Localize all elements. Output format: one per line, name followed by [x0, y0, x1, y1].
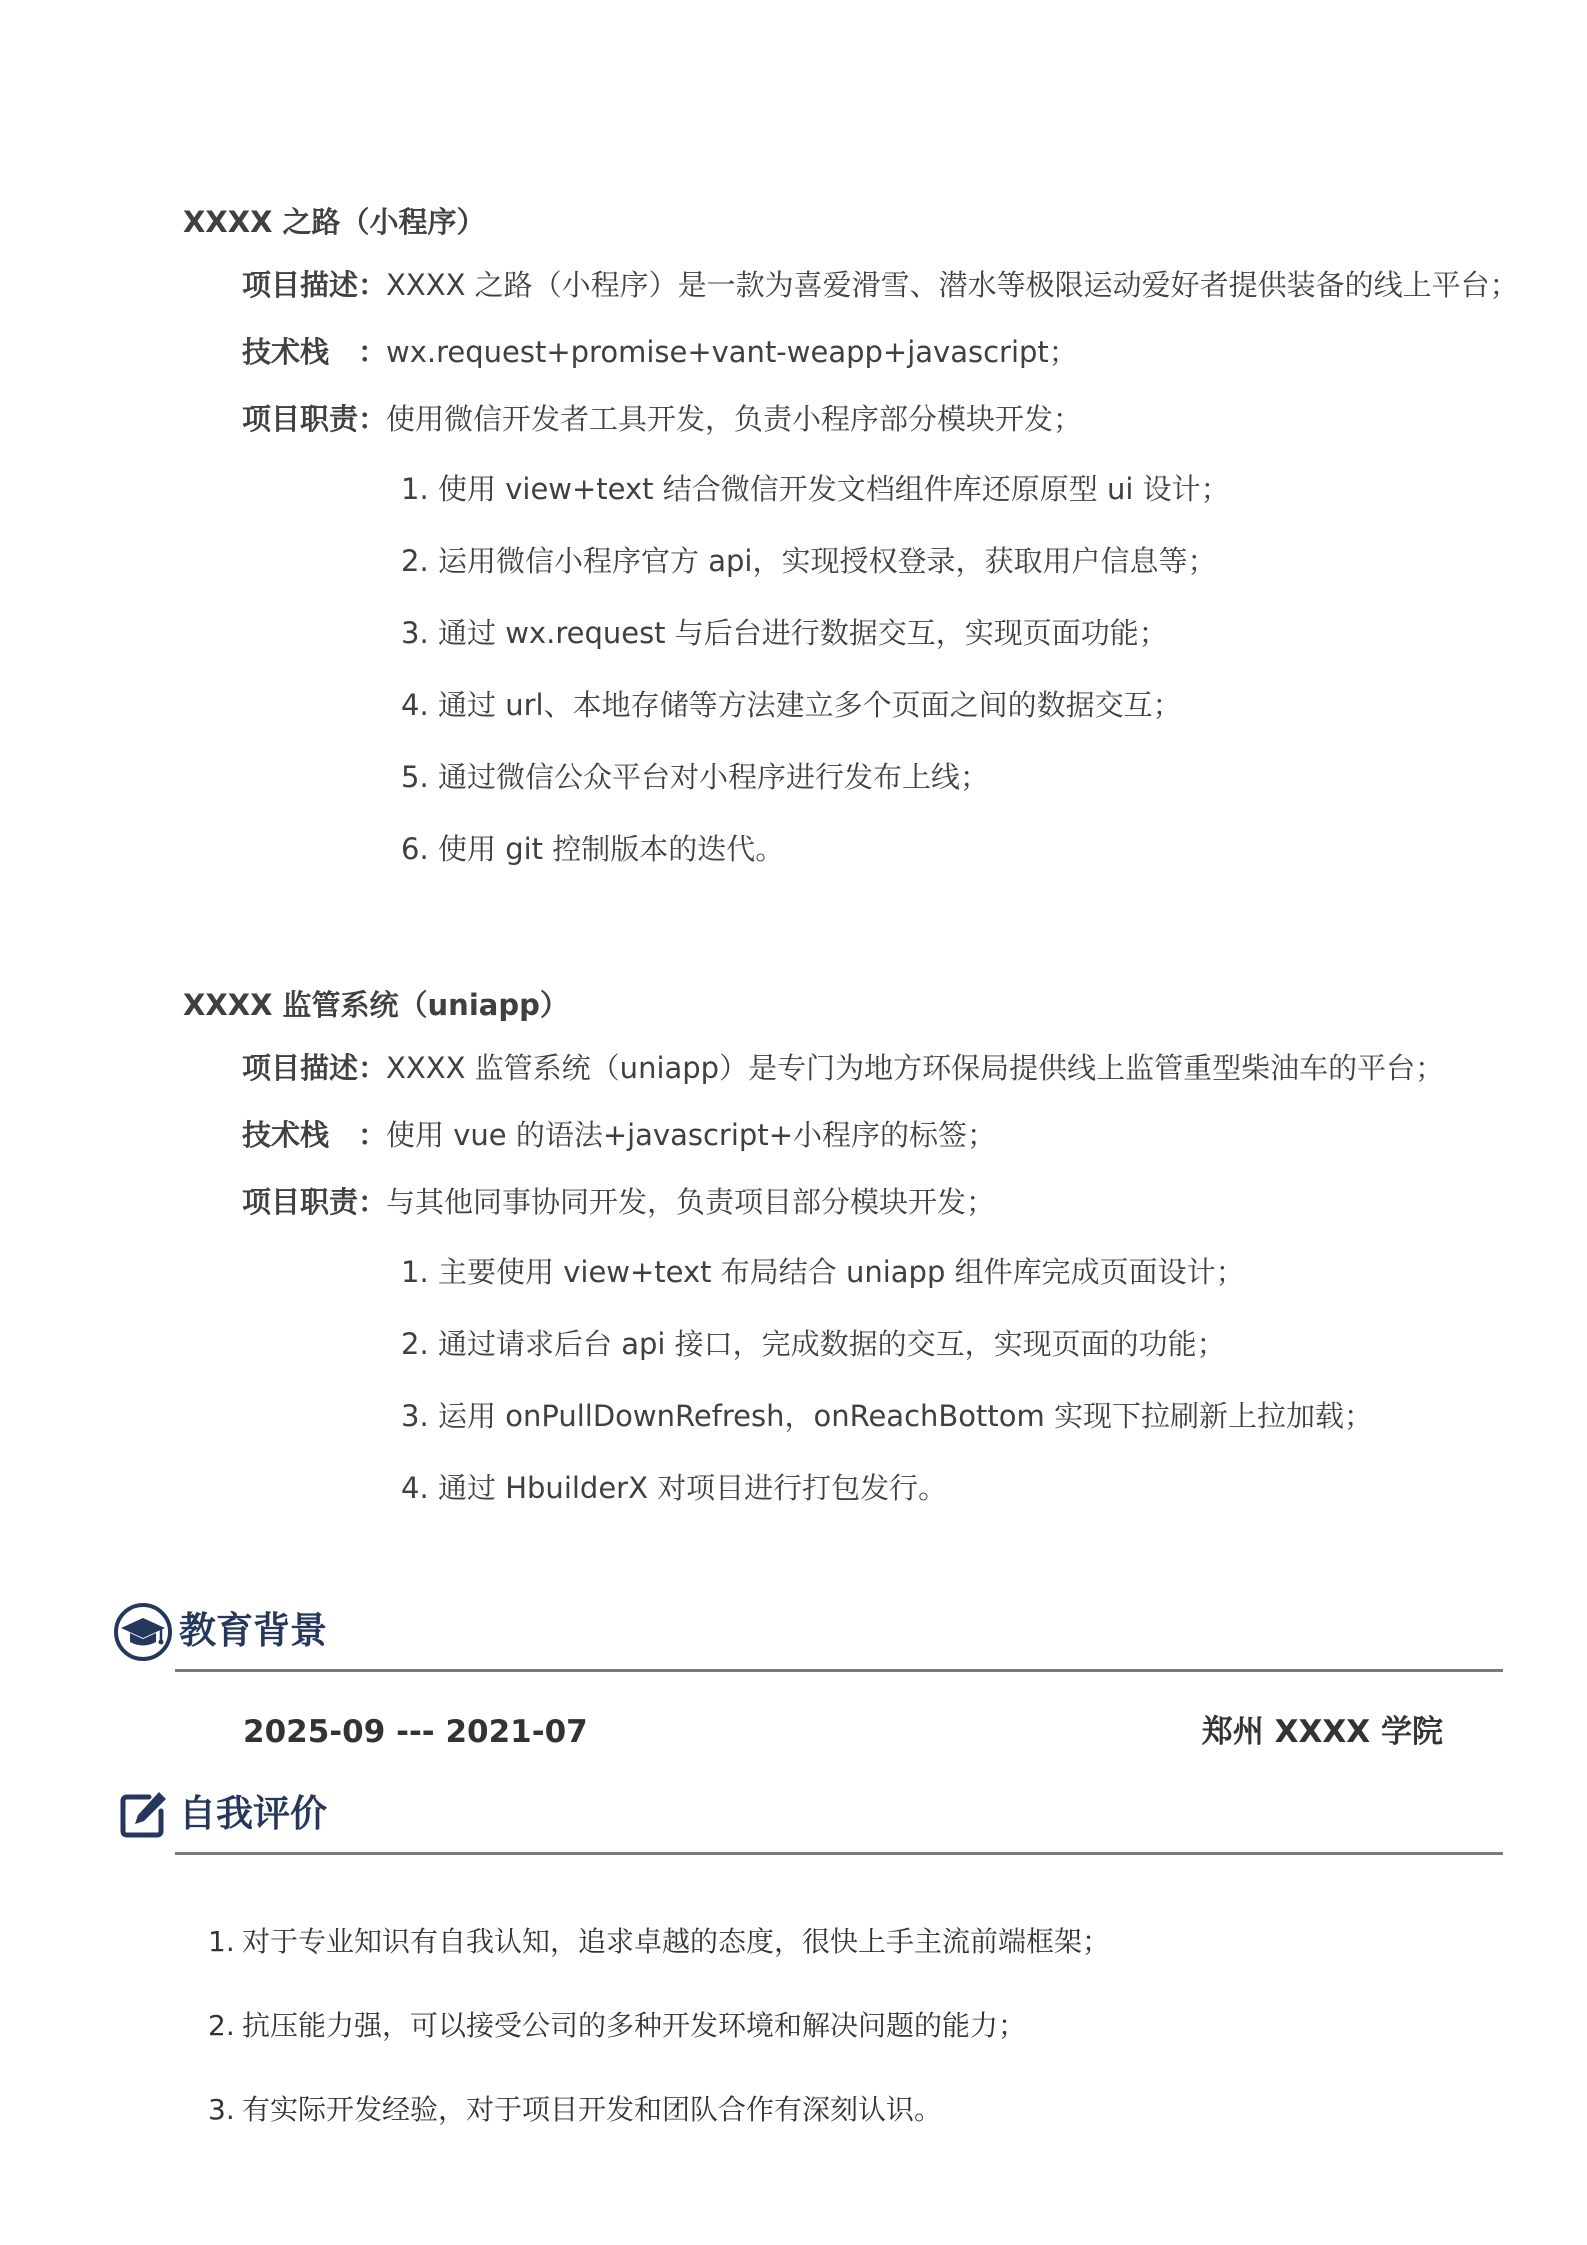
education-section-header: [113, 1596, 1503, 1672]
project-title: XXXX 之路（小程序）: [183, 205, 486, 239]
duty-label: 项目职责：: [242, 402, 388, 436]
list-number: 2.: [401, 1327, 429, 1361]
list-text: 运用微信小程序官方 api，实现授权登录，获取用户信息等；: [438, 544, 1217, 578]
list-text: 通过 wx.request 与后台进行数据交互，实现页面功能；: [438, 616, 1168, 650]
project-description: [183, 252, 1519, 319]
list-number: 4.: [401, 688, 429, 722]
self-evaluation-section-header: [113, 1779, 1503, 1855]
description-text: XXXX 监管系统（uniapp）是专门为地方环保局提供线上监管重型柴油车的平台；: [386, 1051, 1445, 1085]
list-number: 6.: [401, 832, 429, 866]
list-number: 3.: [401, 1399, 429, 1433]
list-text: 运用 onPullDownRefresh，onReachBottom 实现下拉刷新上拉加载；: [438, 1399, 1373, 1433]
duty-text: 使用微信开发者工具开发，负责小程序部分模块开发；: [386, 402, 1083, 436]
duty-text: 与其他同事协同开发，负责项目部分模块开发；: [386, 1185, 996, 1219]
duty-label: 项目职责：: [242, 1185, 388, 1219]
list-item: [183, 813, 1483, 885]
list-text: 通过微信公众平台对小程序进行发布上线；: [438, 760, 990, 794]
project-tech-stack: [183, 1102, 1483, 1169]
project-title: XXXX 监管系统（uniapp）: [183, 988, 569, 1022]
description-label: 项目描述：: [242, 268, 388, 302]
edit-icon: [113, 1785, 173, 1845]
duty-step-list: [183, 453, 1483, 885]
list-item: [183, 1380, 1483, 1452]
section-divider: [175, 1669, 1503, 1672]
duty-step-list: [183, 1236, 1483, 1524]
project-xxxx-supervision: [183, 975, 1483, 1524]
list-text: 通过 HbuilderX 对项目进行打包发行。: [438, 1471, 948, 1505]
project-duty: [183, 1169, 1483, 1236]
list-number: 1.: [401, 472, 429, 506]
education-school: 郑州 XXXX 学院: [1201, 1714, 1443, 1750]
section-divider: [175, 1852, 1503, 1855]
list-text: 使用 view+text 结合微信开发文档组件库还原原型 ui 设计；: [438, 472, 1230, 506]
project-description: [183, 1035, 1483, 1102]
list-item: [183, 453, 1483, 525]
tech-stack-text: wx.request+promise+vant-weapp+javascript；: [386, 335, 1078, 369]
list-number: 1.: [401, 1255, 429, 1289]
list-text: 主要使用 view+text 布局结合 uniapp 组件库完成页面设计；: [438, 1255, 1245, 1289]
list-text: 通过 url、本地存储等方法建立多个页面之间的数据交互；: [438, 688, 1182, 722]
education-entry: [243, 1707, 1443, 1757]
list-text: 有实际开发经验，对于项目开发和团队合作有深刻认识。: [242, 2093, 943, 2126]
list-number: 3.: [401, 616, 429, 650]
list-text: 通过请求后台 api 接口，完成数据的交互，实现页面的功能；: [438, 1327, 1226, 1361]
list-number: 1.: [208, 1925, 235, 1958]
section-title: 自我评价: [179, 1792, 327, 1835]
section-title: 教育背景: [179, 1609, 327, 1652]
list-item: [183, 669, 1483, 741]
list-text: 使用 git 控制版本的迭代。: [438, 832, 785, 866]
description-text: XXXX 之路（小程序）是一款为喜爱滑雪、潜水等极限运动爱好者提供装备的线上平台；: [386, 268, 1519, 302]
list-item: [183, 1236, 1483, 1308]
project-xxxx-road: [183, 192, 1519, 885]
list-number: 5.: [401, 760, 429, 794]
graduation-cap-icon: [113, 1602, 173, 1662]
list-number: 3.: [208, 2093, 235, 2126]
education-dates: 2025-09 --- 2021-07: [243, 1714, 588, 1750]
project-tech-stack: [183, 319, 1483, 386]
list-number: 2.: [208, 2009, 235, 2042]
list-item: [183, 597, 1483, 669]
list-item: [183, 741, 1483, 813]
list-number: 2.: [401, 544, 429, 578]
project-duty: [183, 386, 1483, 453]
list-item: [183, 1452, 1483, 1524]
tech-stack-label: 技术栈 ：: [242, 335, 388, 369]
list-number: 4.: [401, 1471, 429, 1505]
list-text: 对于专业知识有自我认知，追求卓越的态度，很快上手主流前端框架；: [242, 1925, 1111, 1958]
list-text: 抗压能力强，可以接受公司的多种开发环境和解决问题的能力；: [242, 2009, 1027, 2042]
list-item: [183, 1308, 1483, 1380]
description-label: 项目描述：: [242, 1051, 388, 1085]
list-item: [183, 525, 1483, 597]
tech-stack-text: 使用 vue 的语法+javascript+小程序的标签；: [386, 1118, 996, 1152]
tech-stack-label: 技术栈 ：: [242, 1118, 388, 1152]
